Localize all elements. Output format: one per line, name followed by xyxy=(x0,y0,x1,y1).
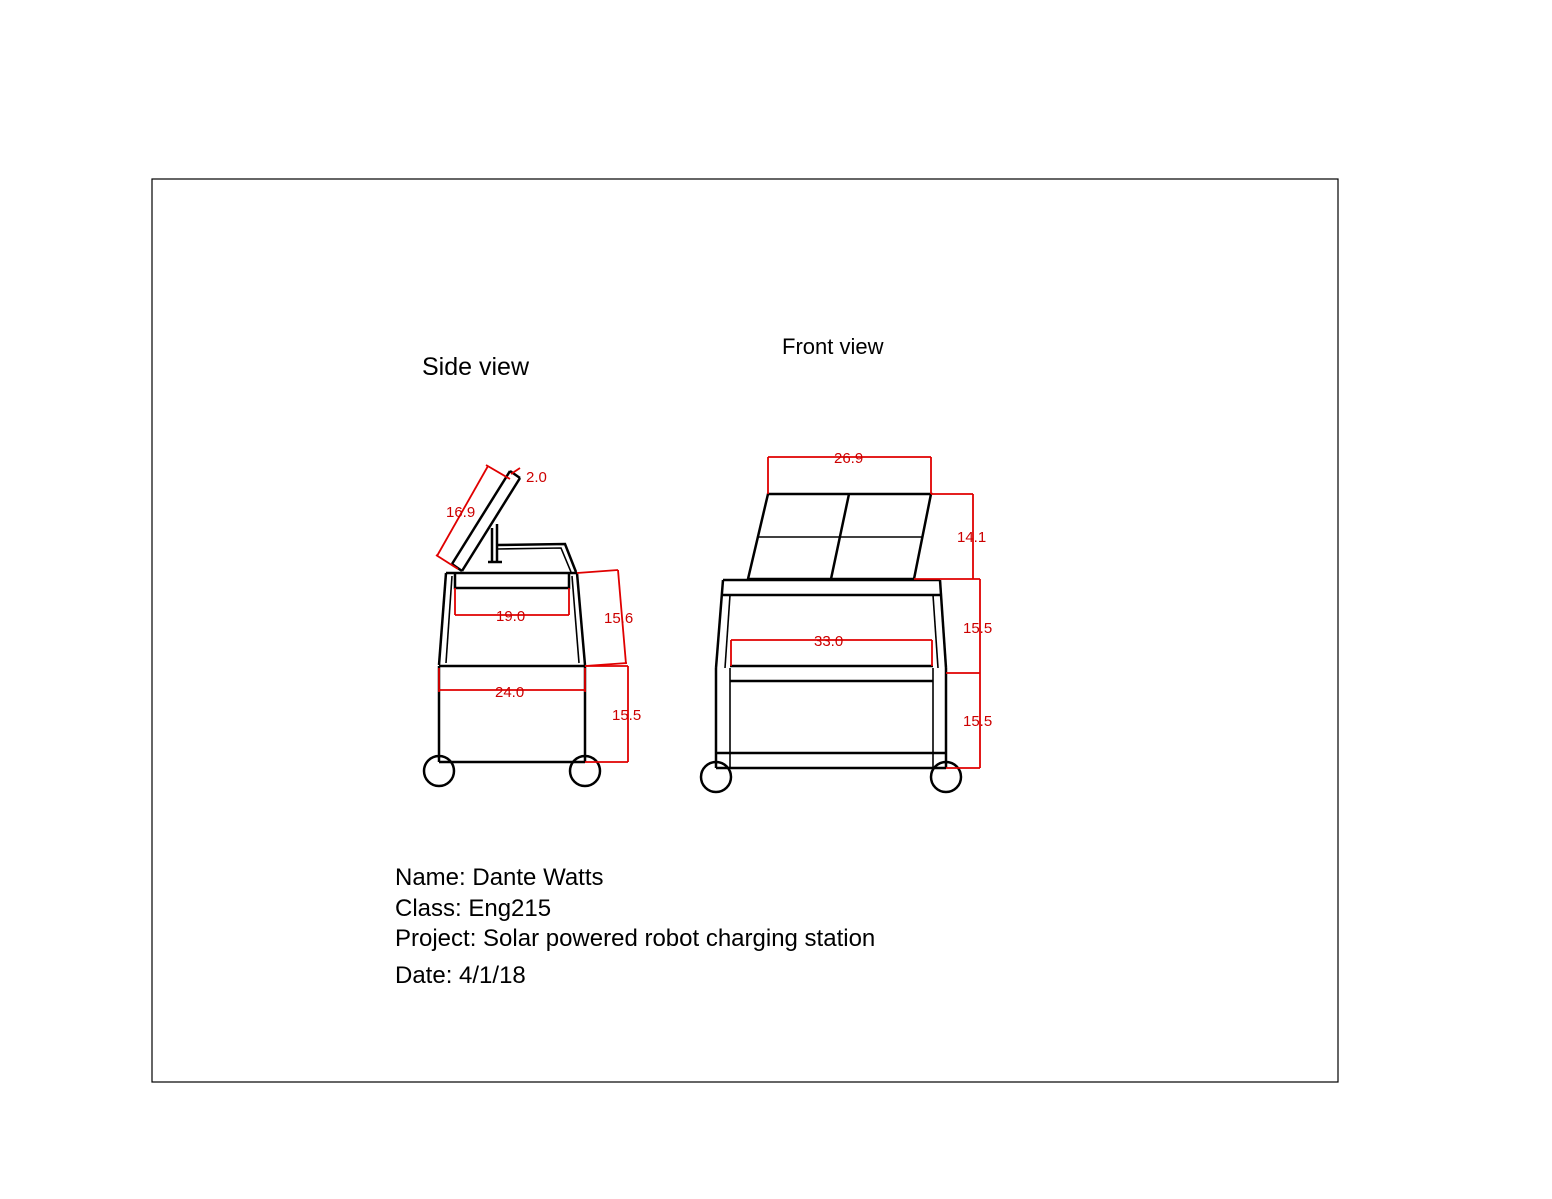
title-block-project: Project: Solar powered robot charging station xyxy=(395,925,876,952)
side-body-left xyxy=(439,573,446,665)
dim-side-base-width-label: 24.0 xyxy=(495,684,525,701)
dim-front-lower-height-label: 15.5 xyxy=(963,713,993,730)
title-block-class: Class: Eng215 xyxy=(395,895,552,922)
title-block-name: Name: Dante Watts xyxy=(395,864,604,891)
title-block-date: Date: 4/1/18 xyxy=(395,962,526,989)
dim-side-panel-thickness-label: 2.0 xyxy=(526,469,547,486)
side-view-title: Side view xyxy=(422,353,529,381)
dim-side-upper-height-top xyxy=(577,570,618,573)
front-view-title: Front view xyxy=(782,334,884,359)
dim-front-shelf-width-label: 33.0 xyxy=(814,633,844,650)
front-body-left xyxy=(716,580,723,668)
dim-side-upper-height-label: 15.6 xyxy=(604,610,634,627)
dim-side-panel-length-label: 16.9 xyxy=(446,504,476,521)
front-body-left-inner xyxy=(725,595,730,668)
dim-front-panel-height-label: 14.1 xyxy=(957,529,987,546)
dim-side-lower-height-label: 15.5 xyxy=(612,707,642,724)
front-view-dimensions xyxy=(731,450,992,768)
side-body-left-inner xyxy=(446,576,452,663)
dim-front-upper-height-label: 15.5 xyxy=(963,620,993,637)
front-body-right xyxy=(940,580,946,668)
side-view-dimensions xyxy=(436,465,641,762)
dim-front-panel-width-label: 26.9 xyxy=(834,450,864,467)
dim-side-panel-length-tick-a xyxy=(486,465,510,479)
front-body-right-inner xyxy=(933,595,938,668)
side-drawer xyxy=(455,573,569,588)
dim-side-top-width-label: 19.0 xyxy=(496,608,526,625)
dim-side-panel-thickness-line xyxy=(511,468,520,474)
side-handle-inner xyxy=(497,548,571,572)
